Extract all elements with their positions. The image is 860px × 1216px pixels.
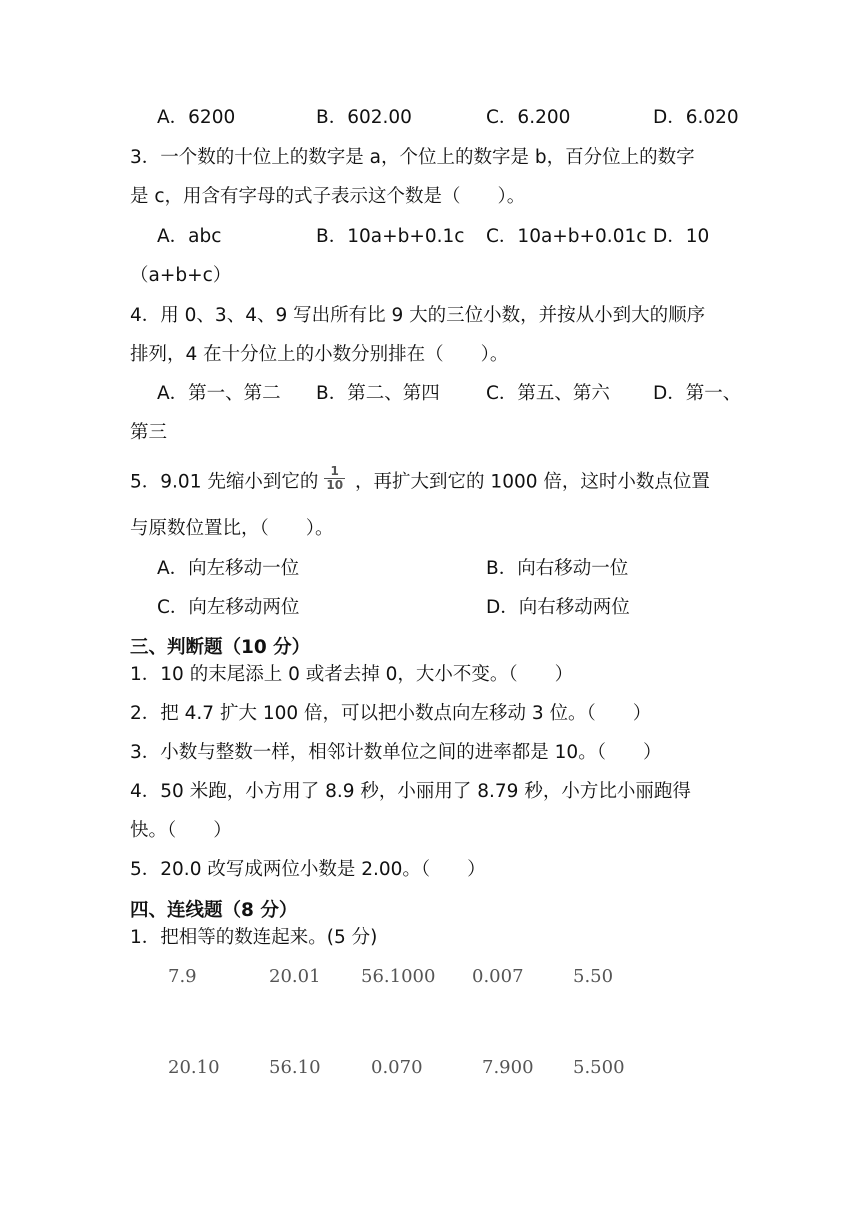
section3-title: 三、判断题（10 分） [130,637,311,658]
q2-option-c: C．6.200 [486,107,571,128]
q4-option-c: C．第五、第六 [486,383,610,404]
q3-option-d: D．10 [653,226,710,247]
q4-option-a: A．第一、第二 [157,383,281,404]
q2-option-a: A．6200 [157,107,236,128]
fraction-numerator: 1 [330,464,339,478]
q5-option-c: C．向左移动两位 [157,597,300,618]
q4-text-line2: 排列，4 在十分位上的小数分别排在（ ）。 [130,344,509,365]
q5-text-line1 [130,464,710,496]
match-bottom-item: 20.10 [168,1057,220,1078]
fraction-denominator: 10 [326,478,344,492]
q5-text-before-fraction: 5．9.01 先缩小到它的 [130,471,319,493]
q4-option-d-continued: 第三 [130,422,168,443]
match-bottom-item: 0.070 [371,1057,423,1078]
q3-option-c: C．10a+b+0.01c [486,226,647,247]
q3-option-b: B．10a+b+0.1c [316,226,465,247]
q3-text-line1: 3．一个数的十位上的数字是 a，个位上的数字是 b，百分位上的数字 [130,147,695,168]
match-bottom-item: 7.900 [482,1057,534,1078]
match-top-item: 0.007 [472,966,524,987]
q4-option-d: D．第一、 [653,383,742,404]
match-top-item: 7.9 [168,966,197,987]
judgment-item-2: 2．把 4.7 扩大 100 倍，可以把小数点向左移动 3 位。（ ） [130,703,652,724]
q5-option-b: B．向右移动一位 [486,558,629,579]
judgment-item-1: 1．10 的末尾添上 0 或者去掉 0，大小不变。（ ） [130,664,574,685]
q5-option-a: A．向左移动一位 [157,558,300,579]
judgment-item-3: 3．小数与整数一样，相邻计数单位之间的进率都是 10。（ ） [130,742,662,763]
q2-option-b: B．602.00 [316,107,412,128]
fraction-one-tenth [324,465,345,492]
q5-option-d: D．向右移动两位 [486,597,630,618]
section4-title: 四、连线题（8 分） [130,900,298,921]
judgment-item-5: 5．20.0 改写成两位小数是 2.00。（ ） [130,859,486,880]
matching-question-1: 1．把相等的数连起来。(5 分) [130,927,378,948]
match-top-item: 56.1000 [361,966,436,987]
q3-option-a: A．abc [157,226,222,247]
match-bottom-item: 5.500 [573,1057,625,1078]
q4-option-b: B．第二、第四 [316,383,440,404]
q5-text-after-fraction: ，再扩大到它的 1000 倍，这时小数点位置 [355,471,710,493]
q5-text-line2: 与原数位置比，（ ）。 [130,518,334,539]
q3-text-line2: 是 c，用含有字母的式子表示这个数是（ ）。 [130,186,526,207]
q2-option-d: D．6.020 [653,107,739,128]
judgment-item-4: 4．50 米跑，小方用了 8.9 秒，小丽用了 8.79 秒，小方比小丽跑得 [130,781,691,802]
q3-option-d-continued: （a+b+c） [130,265,232,286]
match-top-item: 5.50 [573,966,614,987]
judgment-item-4-continued: 快。（ ） [130,820,232,841]
match-bottom-item: 56.10 [269,1057,321,1078]
match-top-item: 20.01 [269,966,321,987]
q4-text-line1: 4．用 0、3、4、9 写出所有比 9 大的三位小数，并按从小到大的顺序 [130,305,706,326]
